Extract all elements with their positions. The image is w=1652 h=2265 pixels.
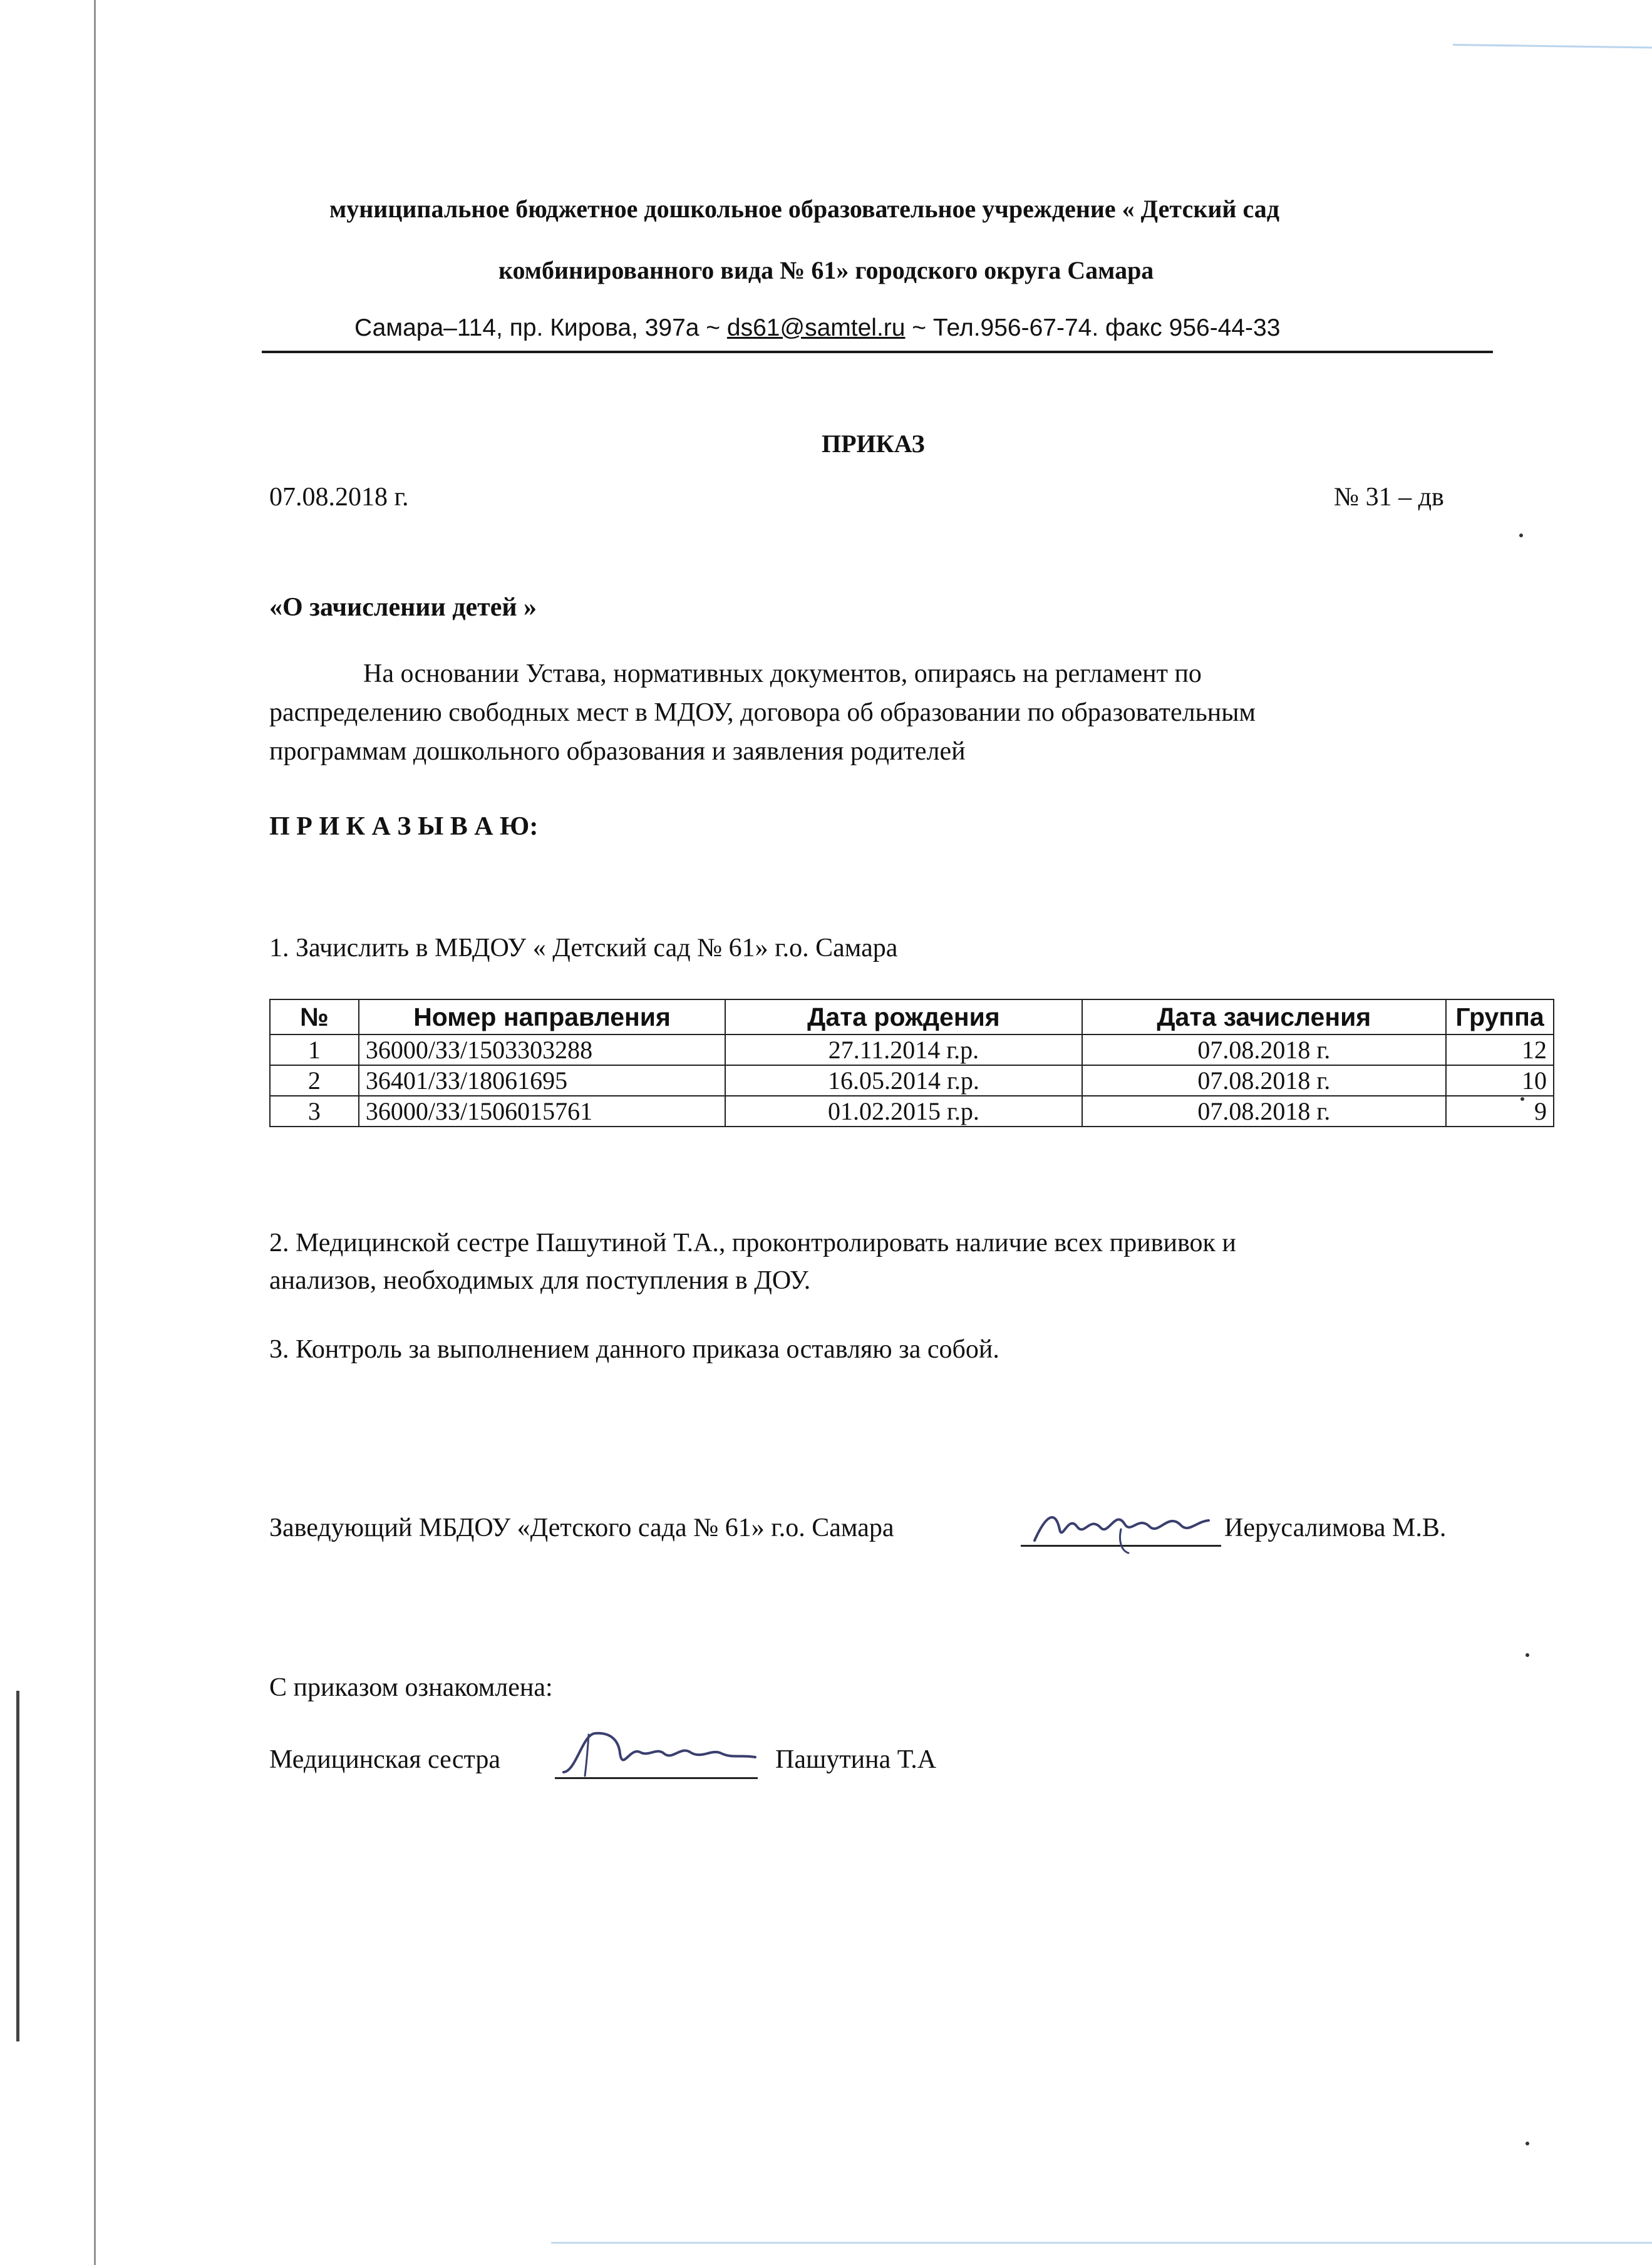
col-header-birthdate: Дата рождения	[725, 999, 1082, 1034]
cell-birthdate: 27.11.2014 г.р.	[725, 1034, 1082, 1065]
order-item-2-line-2: анализов, необходимых для поступления в ДОУ.	[269, 1266, 811, 1295]
order-item-2-line-1: 2. Медицинской сестре Пашутиной Т.А., проконтролировать наличие всех прививок и	[269, 1229, 1236, 1257]
head-name: Иерусалимова М.В.	[1224, 1514, 1447, 1542]
directive-heading: П Р И К А З Ы В А Ю:	[269, 812, 539, 841]
order-item-1: 1. Зачислить в МБДОУ « Детский сад № 61» г.о. Самара	[269, 934, 898, 962]
order-title: ПРИКАЗ	[822, 430, 925, 458]
head-signature	[1027, 1490, 1215, 1559]
cell-referral: 36000/ЗЗ/1506015761	[359, 1096, 725, 1127]
nurse-signature	[551, 1716, 764, 1785]
nurse-title: Медицинская сестра	[269, 1745, 501, 1774]
cell-birthdate: 16.05.2014 г.р.	[725, 1065, 1082, 1096]
cell-group: 12	[1446, 1034, 1554, 1065]
cell-birthdate: 01.02.2015 г.р.	[725, 1096, 1082, 1127]
cell-index: 2	[270, 1065, 359, 1096]
scan-speck	[1526, 2142, 1529, 2145]
address-prefix: Самара–114, пр. Кирова, 397а ~	[354, 314, 727, 341]
cell-group: 10	[1446, 1065, 1554, 1096]
col-header-group: Группа	[1446, 999, 1554, 1034]
scan-edge-bottom	[551, 2242, 1652, 2244]
cell-enrollment-date: 07.08.2018 г.	[1082, 1034, 1446, 1065]
table-row	[270, 1034, 1554, 1065]
order-item-3: 3. Контроль за выполнением данного приказа оставляю за собой.	[269, 1335, 999, 1364]
cell-referral: 36401/ЗЗ/18061695	[359, 1065, 725, 1096]
scan-speck	[1526, 1653, 1529, 1657]
scan-edge-shadow	[16, 1691, 19, 2041]
acquainted-label: С приказом ознакомлена:	[269, 1673, 553, 1702]
order-subject: «О зачислении детей »	[269, 593, 537, 622]
col-header-referral: Номер направления	[359, 999, 725, 1034]
table-row	[270, 1096, 1554, 1127]
cell-referral: 36000/ЗЗ/1503303288	[359, 1034, 725, 1065]
cell-index: 3	[270, 1096, 359, 1127]
col-header-number: №	[270, 999, 359, 1034]
preamble-line-2: распределению свободных мест в МДОУ, договора об образовании по образовательным	[269, 698, 1256, 727]
table-header-row	[270, 999, 1554, 1034]
head-title: Заведующий МБДОУ «Детского сада № 61» г.о. Самара	[269, 1514, 894, 1542]
preamble-line-1: На основании Устава, нормативных документов, опираясь на регламент по	[363, 659, 1202, 688]
preamble-line-3: программам дошкольного образования и заявления родителей	[269, 737, 966, 766]
org-email-link[interactable]: ds61@samtel.ru	[726, 314, 906, 341]
order-date: 07.08.2018 г.	[269, 483, 409, 512]
org-name-line-2: комбинированного вида № 61» городского округа Самара	[498, 256, 1154, 284]
cell-enrollment-date: 07.08.2018 г.	[1082, 1096, 1446, 1127]
cell-group: 9	[1446, 1096, 1554, 1127]
org-name-line-1: муниципальное бюджетное дошкольное образовательное учреждение « Детский сад	[329, 195, 1279, 223]
header-rule	[262, 351, 1493, 353]
scan-edge-left	[94, 0, 96, 2265]
col-header-enrollment-date: Дата зачисления	[1082, 999, 1446, 1034]
cell-index: 1	[270, 1034, 359, 1065]
address-suffix: ~ Тел.956-67-74. факс 956-44-33	[905, 314, 1281, 341]
cell-enrollment-date: 07.08.2018 г.	[1082, 1065, 1446, 1096]
enrollment-table	[269, 999, 1554, 1127]
order-number: № 31 – дв	[1334, 483, 1444, 512]
nurse-name: Пашутина Т.А	[775, 1745, 937, 1774]
scan-speck	[1519, 534, 1523, 537]
org-address	[354, 314, 1280, 342]
scan-edge-top-right	[1453, 44, 1652, 48]
table-row	[270, 1065, 1554, 1096]
